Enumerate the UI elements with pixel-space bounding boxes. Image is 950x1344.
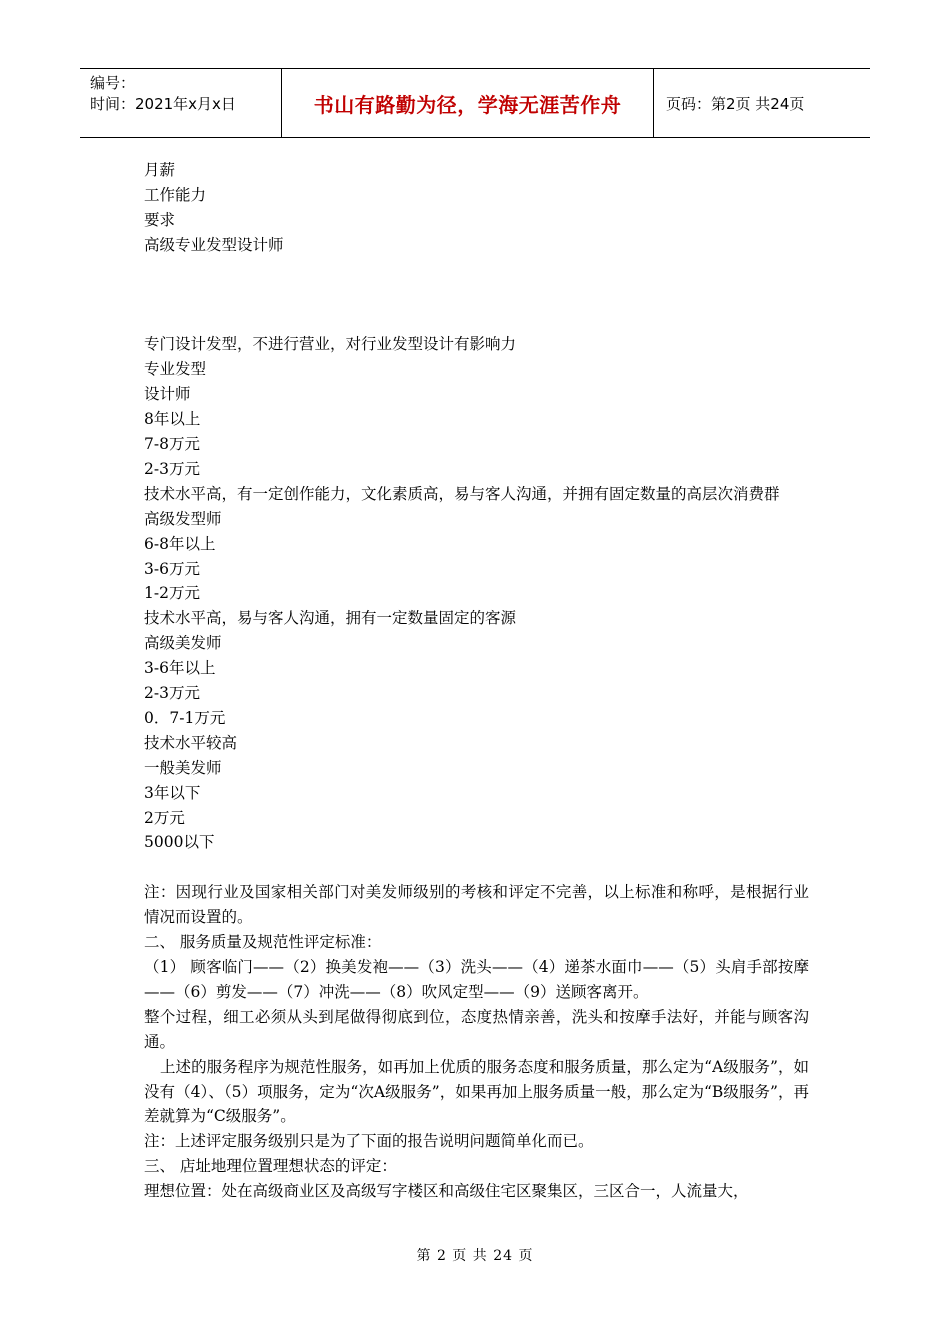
page-header — [80, 68, 870, 138]
text-line: 技术水平高，有一定创作能力，文化素质高，易与客人沟通，并拥有固定数量的高层次消费群 — [144, 484, 780, 503]
note-paragraph: 注：因现行业及国家相关部门对美发师级别的考核和评定不完善，以上标准和称呼，是根据行业情况而设置的。 — [144, 883, 809, 927]
text-line: 6-8年以上 — [144, 534, 216, 553]
text-line: 8年以上 — [144, 410, 201, 429]
blank-line — [144, 283, 809, 308]
header-page-label: 页码：第2页 共24页 — [666, 94, 805, 113]
text-line: 技术水平高，易与客人沟通，拥有一定数量固定的客源 — [144, 609, 517, 628]
text-line: 3-6年以上 — [144, 659, 216, 678]
document-body — [144, 158, 809, 1204]
text-paragraph: 理想位置：处在高级商业区及高级写字楼区和高级住宅区聚集区，三区合一，人流量大， — [144, 1182, 749, 1201]
page-footer: 第 2 页 共 24 页 — [416, 1248, 534, 1264]
text-line: 7-8万元 — [144, 434, 200, 453]
text-line: 设计师 — [144, 385, 191, 404]
header-motto: 书山有路勤为径，学海无涯苦作舟 — [282, 69, 654, 137]
header-meta — [80, 69, 282, 137]
text-line: 工作能力 — [144, 185, 207, 204]
text-line: 1-2万元 — [144, 584, 200, 603]
text-line: 专门设计发型，不进行营业，对行业发型设计有影响力 — [144, 335, 517, 354]
text-paragraph: 整个过程，细工必须从头到尾做得彻底到位，态度热情亲善，洗头和按摩手法好，并能与顾客沟通。 — [144, 1007, 809, 1051]
text-line: 3年以下 — [144, 783, 201, 802]
text-line: 2-3万元 — [144, 459, 200, 478]
service-grade-paragraph: 上述的服务程序为规范性服务，如再加上优质的服务态度和服务质量，那么定为“A级服务”，如没有（4）、（5）项服务，定为“次A级服务”，如果再加上服务质量一般，那么定为“B级服务”，再差就算为“C级服务”。 — [144, 1057, 809, 1126]
text-line: 2-3万元 — [144, 684, 200, 703]
text-line: 0．7-1万元 — [144, 708, 226, 727]
section-heading: 二、 服务质量及规范性评定标准： — [144, 933, 382, 952]
text-line: 技术水平较高 — [144, 733, 238, 752]
service-steps-paragraph: （1） 顾客临门——（2）换美发袍——（3）洗头——（4）递茶水面巾——（5）头肩手部按摩——（6）剪发——（7）冲洗——（8）吹风定型——（9）送顾客离开。 — [144, 958, 809, 1001]
text-line: 3-6万元 — [144, 559, 200, 578]
blank-line — [144, 855, 809, 880]
text-line: 高级专业发型设计师 — [144, 235, 284, 254]
text-line: 高级发型师 — [144, 509, 222, 528]
text-line: 高级美发师 — [144, 634, 222, 653]
blank-line — [144, 258, 809, 283]
text-line: 5000以下 — [144, 833, 215, 852]
section-heading: 三、 店址地理位置理想状态的评定： — [144, 1157, 397, 1176]
text-line: 2万元 — [144, 808, 185, 827]
code-label: 编号： — [90, 74, 136, 92]
text-line: 月薪 — [144, 161, 176, 179]
note-paragraph: 注：上述评定服务级别只是为了下面的报告说明问题简单化而已。 — [144, 1132, 594, 1151]
text-line: 要求 — [144, 210, 176, 229]
time-label: 时间：2021年x月x日 — [90, 95, 236, 113]
text-line: 一般美发师 — [144, 758, 222, 777]
text-line: 专业发型 — [144, 360, 207, 379]
blank-line — [144, 307, 809, 332]
